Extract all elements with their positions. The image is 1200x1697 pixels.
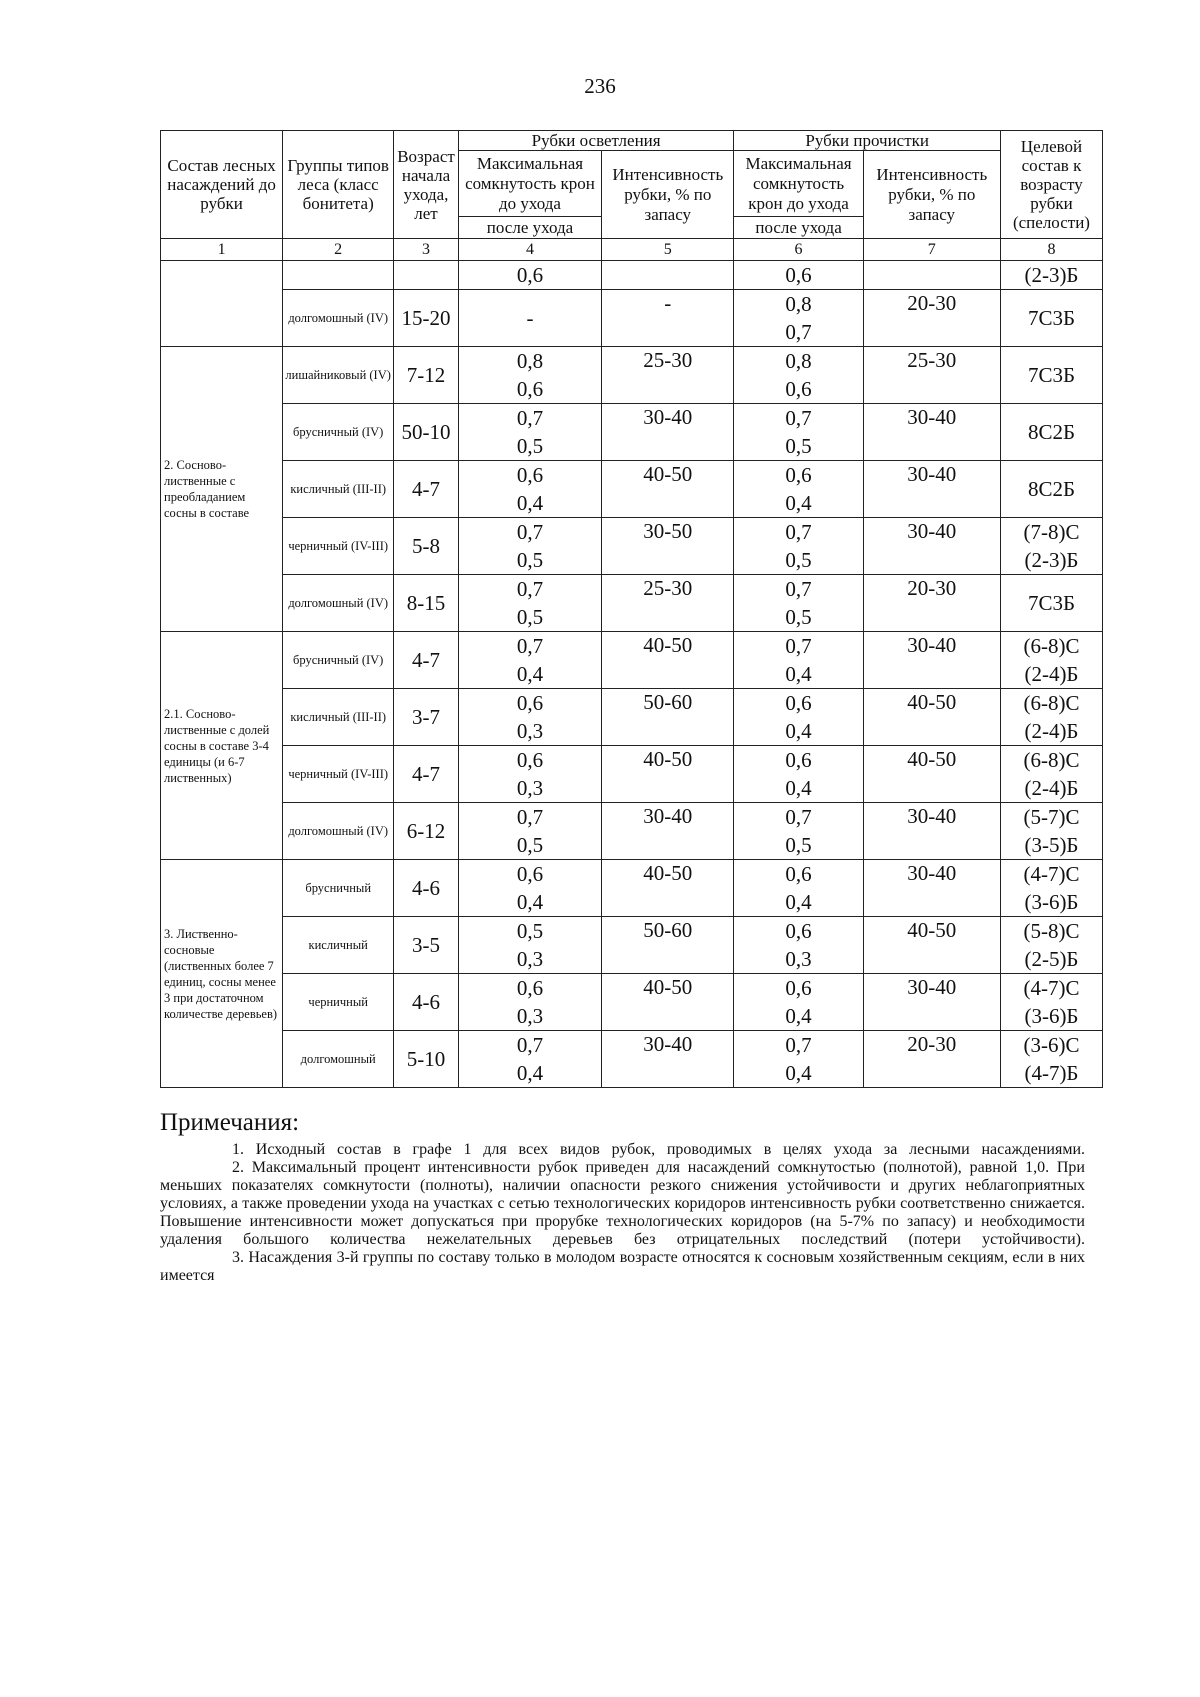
target-composition-value: (2-3)Б <box>1024 548 1079 572</box>
proch-closure-value: 0,4 <box>785 662 812 686</box>
target-composition <box>1000 518 1102 575</box>
osv-closure <box>458 746 601 803</box>
composition-group-label: 2. Сосново-лиственные с преобладанием сосны в составе <box>161 347 283 632</box>
col-number: 7 <box>863 239 1000 261</box>
header-max-closure-before-osv: Максимальная сомкнутость крон до ухода <box>458 151 601 217</box>
osv-intensity: 25-30 <box>602 347 734 404</box>
proch-closure-value: 0,5 <box>785 833 812 857</box>
care-start-age: 5-8 <box>394 518 459 575</box>
proch-intensity: 40-50 <box>863 917 1000 974</box>
forest-type-group: черничный <box>283 974 394 1031</box>
target-composition-value: (3-6)Б <box>1024 890 1079 914</box>
proch-intensity: 20-30 <box>863 1031 1000 1088</box>
forest-type-group: лишайниковый (IV) <box>283 347 394 404</box>
col-number: 4 <box>458 239 601 261</box>
forest-type-group: долгомошный (IV) <box>283 575 394 632</box>
proch-intensity: 30-40 <box>863 974 1000 1031</box>
col-number: 3 <box>394 239 459 261</box>
proch-closure-value: 0,7 <box>785 805 812 829</box>
proch-closure-value: 0,6 <box>785 919 812 943</box>
target-composition <box>1000 461 1102 518</box>
proch-closure-value: 0,8 <box>785 292 812 316</box>
table-row <box>161 1031 1103 1088</box>
osv-intensity: 40-50 <box>602 860 734 917</box>
proch-closure-value: 0,3 <box>785 947 812 971</box>
osv-intensity: - <box>602 290 734 347</box>
header-composition: Состав лесных насаждений до рубки <box>161 131 283 239</box>
notes-title: Примечания: <box>160 1109 300 1136</box>
proch-closure-value: 0,5 <box>785 434 812 458</box>
forest-type-group: кисличный (III-II) <box>283 461 394 518</box>
forest-type-group: долгомошный <box>283 1031 394 1088</box>
osv-closure-value: 0,6 <box>516 748 544 772</box>
osv-intensity: 30-40 <box>602 404 734 461</box>
osv-closure-value: 0,4 <box>516 662 544 686</box>
proch-intensity: 25-30 <box>863 347 1000 404</box>
osv-closure <box>458 632 601 689</box>
osv-closure-value: 0,3 <box>516 776 544 800</box>
header-prochistka: Рубки прочистки <box>734 131 1001 151</box>
target-composition <box>1000 803 1102 860</box>
osv-closure-value: 0,3 <box>516 947 544 971</box>
proch-closure <box>734 404 863 461</box>
care-start-age: 3-5 <box>394 917 459 974</box>
osv-closure-value: 0,4 <box>516 890 544 914</box>
forest-type-group: черничный (IV-III) <box>283 518 394 575</box>
osv-closure <box>458 290 601 347</box>
osv-closure-value: 0,7 <box>516 1033 544 1057</box>
osv-intensity: 50-60 <box>602 917 734 974</box>
osv-closure-value: 0,5 <box>516 919 544 943</box>
proch-closure-value: 0,7 <box>785 320 812 344</box>
col-number: 5 <box>602 239 734 261</box>
proch-closure-value: 0,6 <box>785 748 812 772</box>
target-composition-value: (7-8)С <box>1023 520 1080 544</box>
osv-closure-value: 0,7 <box>516 577 544 601</box>
proch-closure-value: 0,6 <box>785 263 812 287</box>
care-start-age <box>394 261 459 290</box>
target-composition <box>1000 575 1102 632</box>
proch-intensity: 40-50 <box>863 746 1000 803</box>
proch-closure-value: 0,7 <box>785 634 812 658</box>
osv-closure-value: - <box>526 306 534 330</box>
proch-intensity: 30-40 <box>863 803 1000 860</box>
proch-closure-value: 0,4 <box>785 719 812 743</box>
proch-closure <box>734 803 863 860</box>
osv-closure <box>458 575 601 632</box>
osv-intensity: 25-30 <box>602 575 734 632</box>
forest-type-group: черничный (IV-III) <box>283 746 394 803</box>
proch-intensity: 30-40 <box>863 860 1000 917</box>
osv-intensity: 40-50 <box>602 461 734 518</box>
target-composition-value: (5-7)С <box>1023 805 1080 829</box>
forest-type-group: брусничный (IV) <box>283 404 394 461</box>
target-composition-value: (6-8)С <box>1023 634 1080 658</box>
osv-closure-value: 0,5 <box>516 833 544 857</box>
care-start-age: 7-12 <box>394 347 459 404</box>
osv-intensity: 50-60 <box>602 689 734 746</box>
col-number: 6 <box>734 239 863 261</box>
osv-closure-value: 0,6 <box>516 976 544 1000</box>
forest-type-group: долгомошный (IV) <box>283 290 394 347</box>
target-composition <box>1000 290 1102 347</box>
header-osvetlenie: Рубки осветления <box>458 131 734 151</box>
osv-closure-value: 0,6 <box>516 263 544 287</box>
note-item: 2. Максимальный процент интенсивности рубок приведен для насаждений сомкнутостью (полнотой), равной 1,0. При меньших показателях сомкнутости (полноты), наличии опасности резкого снижения устойчивости и других неблагоприятных условиях, а также проведении ухода на участках с сетью технологических коридоров интенсивность рубки соответственно снижается. Повышение интенсивности может допускаться при прорубке технологических коридоров (на 5-7% по запасу) и необходимости удаления большого количества нежелательных деревьев без отрицательных последствий (потери устойчивости). <box>160 1159 1085 1248</box>
care-start-age: 6-12 <box>394 803 459 860</box>
header-intensity-osv: Интенсивность рубки, % по запасу <box>602 151 734 239</box>
care-start-age: 4-6 <box>394 974 459 1031</box>
proch-closure-value: 0,4 <box>785 1061 812 1085</box>
proch-intensity: 30-40 <box>863 632 1000 689</box>
osv-closure-value: 0,7 <box>516 520 544 544</box>
osv-intensity: 30-40 <box>602 803 734 860</box>
proch-closure <box>734 461 863 518</box>
target-composition-value: (3-6)Б <box>1024 1004 1079 1028</box>
target-composition-value: (2-5)Б <box>1024 947 1079 971</box>
target-composition-value: (2-4)Б <box>1024 719 1079 743</box>
col-number: 1 <box>161 239 283 261</box>
osv-closure-value: 0,3 <box>516 719 544 743</box>
proch-closure-value: 0,7 <box>785 520 812 544</box>
osv-closure <box>458 803 601 860</box>
table-row <box>161 917 1103 974</box>
target-composition-value: 7С3Б <box>1027 591 1076 615</box>
proch-closure-value: 0,7 <box>785 1033 812 1057</box>
osv-intensity: 40-50 <box>602 632 734 689</box>
care-start-age: 4-7 <box>394 746 459 803</box>
osv-closure-value: 0,4 <box>516 491 544 515</box>
care-start-age: 3-7 <box>394 689 459 746</box>
osv-closure <box>458 461 601 518</box>
proch-closure <box>734 347 863 404</box>
target-composition <box>1000 860 1102 917</box>
target-composition-value: (4-7)Б <box>1024 1061 1079 1085</box>
target-composition-value: 7С3Б <box>1027 306 1076 330</box>
osv-closure-value: 0,8 <box>516 349 544 373</box>
table-row <box>161 632 1103 689</box>
osv-closure-value: 0,6 <box>516 862 544 886</box>
target-composition <box>1000 974 1102 1031</box>
proch-closure-value: 0,7 <box>785 577 812 601</box>
proch-closure-value: 0,4 <box>785 1004 812 1028</box>
composition-group-label: 3. Лиственно-сосновые (лиственных более 7 единиц, сосны менее 3 при достаточном количестве деревьев) <box>161 860 283 1088</box>
osv-closure <box>458 404 601 461</box>
care-start-age: 8-15 <box>394 575 459 632</box>
col-number: 8 <box>1000 239 1102 261</box>
osv-intensity: 40-50 <box>602 746 734 803</box>
forest-type-group: кисличный <box>283 917 394 974</box>
table-row <box>161 290 1103 347</box>
proch-intensity <box>863 261 1000 290</box>
proch-intensity: 20-30 <box>863 575 1000 632</box>
target-composition <box>1000 261 1102 290</box>
osv-closure <box>458 1031 601 1088</box>
proch-closure-value: 0,6 <box>785 976 812 1000</box>
proch-closure-value: 0,4 <box>785 890 812 914</box>
table-row <box>161 347 1103 404</box>
osv-closure <box>458 689 601 746</box>
osv-intensity <box>602 261 734 290</box>
proch-intensity: 40-50 <box>863 689 1000 746</box>
table-row <box>161 575 1103 632</box>
proch-closure-value: 0,7 <box>785 406 812 430</box>
page-number: 236 <box>584 74 616 98</box>
header-max-closure-after-osv: после ухода <box>458 217 601 239</box>
osv-closure <box>458 974 601 1031</box>
target-composition-value: (5-8)С <box>1023 919 1080 943</box>
target-composition <box>1000 632 1102 689</box>
proch-closure <box>734 1031 863 1088</box>
target-composition <box>1000 404 1102 461</box>
osv-closure-value: 0,4 <box>516 1061 544 1085</box>
forest-type-group <box>283 261 394 290</box>
target-composition <box>1000 746 1102 803</box>
proch-closure-value: 0,5 <box>785 548 812 572</box>
composition-group-label <box>161 261 283 347</box>
osv-closure-value: 0,6 <box>516 463 544 487</box>
forest-type-group: брусничный (IV) <box>283 632 394 689</box>
proch-closure-value: 0,6 <box>785 377 812 401</box>
target-composition <box>1000 689 1102 746</box>
target-composition <box>1000 917 1102 974</box>
forest-type-group: долгомошный (IV) <box>283 803 394 860</box>
proch-closure-value: 0,6 <box>785 862 812 886</box>
osv-closure-value: 0,6 <box>516 377 544 401</box>
header-intensity-proch: Интенсивность рубки, % по запасу <box>863 151 1000 239</box>
osv-closure-value: 0,6 <box>516 691 544 715</box>
care-start-age: 5-10 <box>394 1031 459 1088</box>
header-max-closure-before-proch: Максимальная сомкнутость крон до ухода <box>734 151 863 217</box>
column-number-row <box>161 239 1103 261</box>
osv-intensity: 30-50 <box>602 518 734 575</box>
osv-closure-value: 0,5 <box>516 434 544 458</box>
forest-type-group: кисличный (III-II) <box>283 689 394 746</box>
proch-closure-value: 0,6 <box>785 463 812 487</box>
target-composition <box>1000 347 1102 404</box>
osv-closure <box>458 518 601 575</box>
table-row <box>161 518 1103 575</box>
osv-intensity: 40-50 <box>602 974 734 1031</box>
table-row <box>161 746 1103 803</box>
care-start-age: 4-7 <box>394 461 459 518</box>
col-number: 2 <box>283 239 394 261</box>
target-composition-value: 8С2Б <box>1027 420 1076 444</box>
target-composition-value: (6-8)С <box>1023 748 1080 772</box>
proch-closure-value: 0,5 <box>785 605 812 629</box>
proch-closure <box>734 632 863 689</box>
proch-closure-value: 0,8 <box>785 349 812 373</box>
table-row <box>161 974 1103 1031</box>
osv-closure-value: 0,5 <box>516 605 544 629</box>
target-composition-value: (3-6)С <box>1023 1033 1080 1057</box>
header-target-composition: Целевой состав к возрасту рубки (спелости) <box>1000 131 1102 239</box>
proch-closure <box>734 917 863 974</box>
target-composition-value: (4-7)С <box>1023 862 1080 886</box>
proch-closure <box>734 575 863 632</box>
proch-closure <box>734 518 863 575</box>
table-row <box>161 803 1103 860</box>
proch-intensity: 20-30 <box>863 290 1000 347</box>
proch-closure <box>734 746 863 803</box>
osv-closure-value: 0,5 <box>516 548 544 572</box>
target-composition-value: (2-4)Б <box>1024 662 1079 686</box>
osv-closure-value: 0,7 <box>516 406 544 430</box>
proch-closure-value: 0,4 <box>785 776 812 800</box>
osv-intensity: 30-40 <box>602 1031 734 1088</box>
proch-closure <box>734 689 863 746</box>
target-composition-value: 8С2Б <box>1027 477 1076 501</box>
target-composition-value: (2-4)Б <box>1024 776 1079 800</box>
header-care-start-age: Возраст начала ухода, лет <box>394 131 459 239</box>
table-row <box>161 461 1103 518</box>
target-composition-value: 7С3Б <box>1027 363 1076 387</box>
forest-type-group: брусничный <box>283 860 394 917</box>
osv-closure <box>458 917 601 974</box>
target-composition-value: (3-5)Б <box>1024 833 1079 857</box>
care-start-age: 4-6 <box>394 860 459 917</box>
target-composition <box>1000 1031 1102 1088</box>
note-item: 3. Насаждения 3-й группы по составу только в молодом возрасте относятся к сосновым хозяйственным секциям, если в них имеется <box>160 1249 1085 1284</box>
proch-intensity: 30-40 <box>863 518 1000 575</box>
proch-closure <box>734 290 863 347</box>
osv-closure-value: 0,7 <box>516 805 544 829</box>
osv-closure <box>458 860 601 917</box>
care-start-age: 4-7 <box>394 632 459 689</box>
target-composition-value: (4-7)С <box>1023 976 1080 1000</box>
proch-closure <box>734 860 863 917</box>
care-start-age: 50-10 <box>394 404 459 461</box>
proch-closure <box>734 261 863 290</box>
table-row <box>161 404 1103 461</box>
osv-closure <box>458 347 601 404</box>
proch-closure-value: 0,6 <box>785 691 812 715</box>
composition-group-label: 2.1. Сосново-лиственные с долей сосны в составе 3-4 единицы (и 6-7 лиственных) <box>161 632 283 860</box>
table-row <box>161 261 1103 290</box>
target-composition-value: (2-3)Б <box>1024 263 1079 287</box>
proch-intensity: 30-40 <box>863 461 1000 518</box>
proch-closure-value: 0,4 <box>785 491 812 515</box>
table-row <box>161 860 1103 917</box>
forest-care-table <box>160 130 1103 1088</box>
osv-closure-value: 0,7 <box>516 634 544 658</box>
header-max-closure-after-proch: после ухода <box>734 217 863 239</box>
care-start-age: 15-20 <box>394 290 459 347</box>
proch-closure <box>734 974 863 1031</box>
header-forest-type-groups: Группы типов леса (класс бонитета) <box>283 131 394 239</box>
osv-closure <box>458 261 601 290</box>
proch-intensity: 30-40 <box>863 404 1000 461</box>
note-item: 1. Исходный состав в графе 1 для всех видов рубок, проводимых в целях ухода за лесными насаждениями. <box>232 1141 1085 1158</box>
target-composition-value: (6-8)С <box>1023 691 1080 715</box>
osv-closure-value: 0,3 <box>516 1004 544 1028</box>
table-row <box>161 689 1103 746</box>
